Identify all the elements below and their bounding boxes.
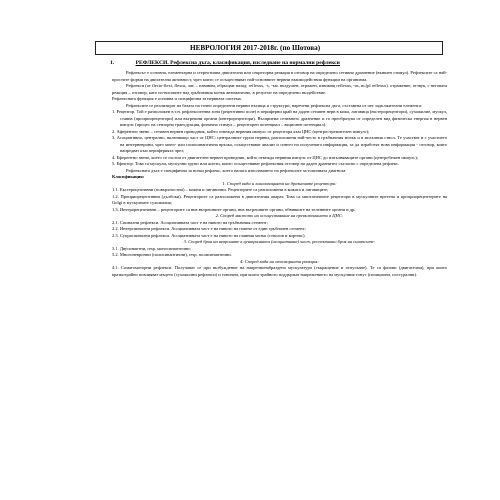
paragraph: 4. Еферентно звено, което се състои от двигателен нервен проводник, който отвежда нервния импулс от ЦНС до изпълняващите органи (центробежен импулс); [112,154,419,160]
paragraph: 1.1. Екстероцептивни (повърхностни) – кожни и лигавични. Рецепторите са разположени в кожата и лигавиците; [112,187,329,192]
document-body [112,70,447,278]
paragraph: 2. Аферентно звено – сетивен нервен проводник, който отвежда нервния импулс от рецептора към ЦНС (центростремителен импулс); [112,128,370,134]
document-title: НЕВРОЛОГИЯ 2017-2018г. (по Шотова) [190,44,321,52]
paragraph: Рефлекси (от flecto-flexi, flexus, лат. – извивам, обръщам назад; reflexus, -s, -ъм. въздушен, отражен, извиващ reflexus, -us, m.(pl reflexus). отражение, отзвук, с неговата реакция – отговор, като по-високите над гръбначния мозък автоматично, в резултат на определено въздействие. [112,83,447,95]
paragraph: Класификация: [112,174,145,179]
paragraph: Рефлексната функция е основна и специфична за нервната система. [112,96,242,101]
paragraph: 3.1. Двусинаптни, resp. моносинаптични; [112,245,191,251]
paragraph: Рефлексите се реализират на базата на точно определени нервни пътища и структури, наречени рефлексна дъга, съставена от пет задължителни елемента: [126,102,423,108]
paragraph: 2.1. Спинални рефлекси. Асоциативната част е на нивото на гръбначния сегмент; [112,219,268,225]
paragraph: 5. Ефектор. Това са мускули, мускулни групи или жлези, които осъществяват рефлексния отговор на даден дразнител съгласно с определена рефлекс. [112,161,400,166]
paragraph: 1. Според вида и локализацията на дразнените рецептори: [222,180,337,186]
paragraph: 1.2. Проприорецептивни (дълбоки). Рецепторите са разположени в двигателния апарат. Това са миотатичните рецептори в мускулните вретена и проприорецепторите на Golgi в мускулните сухожилия; [112,193,447,205]
paragraph: 2. Според мястото на осъществяване на превключването в ЦНС: [215,213,344,218]
section-number: 1. [110,60,115,66]
paragraph: 1.3. Интерорецептивни – рецепторите са във вътрешните органи, във вътрешните органи, обвивките на теленните органи и др. [112,206,356,212]
paragraph: 4. Според вида на отговорната реакция: [240,258,319,264]
paragraph: 2.2. Интерспинални рефлекси. Асоциативната част е на нивото на повече от един гръбначен сегмент; [112,226,306,231]
paragraph: 2.3. Супраспинални рефлекси. Асоциативната част е на нивото на главния мозък (стволов и кортекс). [112,232,306,238]
section-heading [110,60,340,67]
paragraph: 1. Рецептор. Той е разположен в т.н. рефлексогенна зона (рецептивно поле) в периферни край на даден сетивен нерв в кожа, лигавица (екстерорецептори), сухожилие, мускул, ставна (проприорецептори) или вътрешни органи (интерорецептори). Възприема сетивното дразнение и го преобразува от определен вид физическа енергия в нервен импулс (процес на сензорна трансдукция, физична стимул – рецепторен потенциал – акционен потенциал). [112,109,447,127]
paragraph: Рефлексната дъга е специфична за всеки рефлекс, което налага използването на рефлексите за топичната диагноза. [126,167,347,173]
paragraph: 3. Асоциативно, централно, включващо част от ЦНС: централните групи нервни, разположени най-често в гръбначния мозък и в мозъчния ствол. Те участват и с участието на интерневрони, чрез моно- или полисинаптична връзка, осъществяват анализ и синтез на получената информация, за да изработят нова информация - отговор, която напредват към периферията чрез; [112,135,447,153]
paragraph: 4.1. Соматомоторни рефлекси. Получават се при възбуждение на напречнонабраздена мускулатура (съкращение и отпускане). Те са фазови (двигателни), при които краткотрайно повлияват мъцето (сухожилни рефлекси) и тонични, при които трайното поддържат напрежението на мускулния тонус (позициони, постурални). [112,265,447,277]
paragraph: Рефлексът е основна, елементарна и стереотипна двигателна или секреторна реакция в отговор на определено сетивно дразнение (външен стимул). Рефлексите са най-простите форми на двигателна активност, чрез които се осъществяват най-основните нервни взаимодействия функции на организма. [112,70,447,82]
section-title: РЕФЛЕКСИ. Рефлексна дъга, класификация, изследване на нормални рефлекси [135,60,340,66]
paragraph: 3. Според броя на невроните в централната (асоциативна) част, респективно броя на синапсите: [183,239,376,244]
paragraph: 3.2. Многоневронни (полисинаптични), resp. полисинаптични. [112,252,232,257]
